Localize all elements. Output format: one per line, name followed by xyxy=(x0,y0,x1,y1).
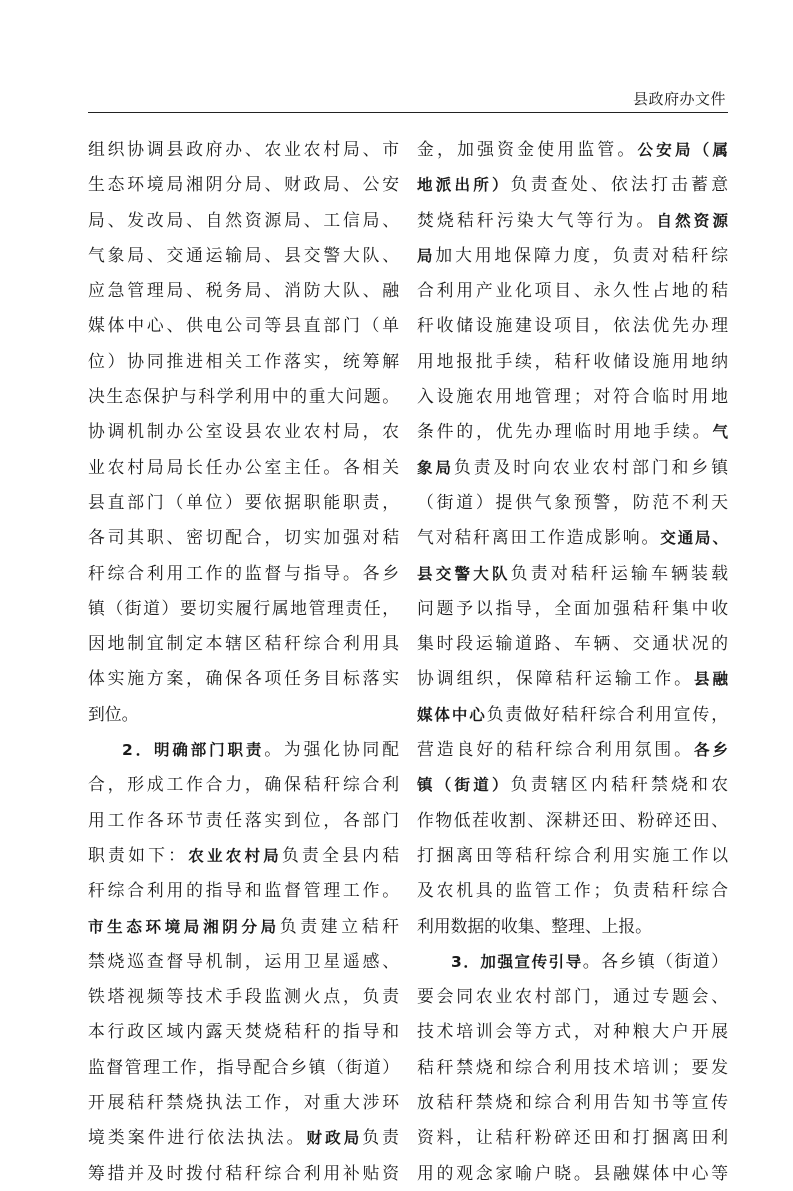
department-name: 财政局 xyxy=(306,1129,363,1148)
text-run: 负责对秸秆运输车辆装载 xyxy=(510,562,728,583)
text-line: 应急管理局、税务局、消防大队、融 xyxy=(88,280,399,301)
text-run: 负责建立秸秆 xyxy=(279,915,399,936)
text-run: 职责如下： xyxy=(88,844,189,865)
text-line: 禁烧巡查督导机制，运用卫星遥感、 xyxy=(88,950,399,971)
text-line: 秆综合利用的指导和监督管理工作。 xyxy=(88,880,399,901)
text-line xyxy=(417,732,728,767)
text-line: （街道）提供气象预警，防范不利天 xyxy=(417,491,728,512)
text-line: 作物低茬收割、深耕还田、粉碎还田、 xyxy=(417,809,728,830)
text-line: 开展秸秆禁烧执法工作，对重大涉环 xyxy=(88,1092,399,1113)
department-name: 交通局、 xyxy=(660,529,728,548)
text-line xyxy=(417,520,728,555)
text-run: 负责辖区内秸秆禁烧和农 xyxy=(510,774,728,795)
text-line: 合利用产业化项目、永久性占地的秸 xyxy=(417,280,728,301)
text-line xyxy=(417,661,728,696)
text-line: 用工作各环节责任落实到位，各部门 xyxy=(88,809,399,830)
text-run: 加大用地保障力度，负责对秸秆综 xyxy=(435,244,728,265)
text-line: 位）协同推进相关工作落实，统筹解 xyxy=(88,350,399,371)
department-name: 气 xyxy=(712,423,728,442)
text-line: 问题予以指导，全面加强秸秆集中收 xyxy=(417,597,728,618)
text-line: 监督管理工作，指导配合乡镇（街道） xyxy=(88,1056,399,1077)
header-title: 县政府办文件 xyxy=(632,90,726,108)
text-line: 资料，让秸秆粉碎还田和打捆离田利 xyxy=(417,1127,728,1148)
text-run: 。各乡镇（街道） xyxy=(582,950,728,971)
text-line: 用的观念家喻户晓。县融媒体中心等 xyxy=(417,1162,728,1183)
text-run: 金，加强资金使用监管。 xyxy=(417,139,638,159)
text-run: 负责做好秸秆综合利用宣传， xyxy=(486,703,728,724)
page-header xyxy=(88,86,728,113)
text-line: 打捆离田等秸秆综合利用实施工作以 xyxy=(417,844,728,865)
text-line: 及农机具的监管工作；负责秸秆综合 xyxy=(417,880,728,901)
text-line: 局、发改局、自然资源局、工信局、 xyxy=(88,209,399,230)
text-line: 秆综合利用工作的监督与指导。各乡 xyxy=(88,562,399,583)
text-run: 条件的，优先办理临时用地手续。 xyxy=(417,421,713,442)
section-heading-line xyxy=(417,944,728,979)
text-line: 到位。 xyxy=(88,703,139,724)
text-run: 营造良好的秸秆综合利用氛围。 xyxy=(417,739,694,760)
department-name: 公安局（属 xyxy=(637,141,728,159)
department-name: 各乡 xyxy=(693,741,728,760)
department-name: 自然资源 xyxy=(656,211,728,230)
department-name: 市生态环境局湘阴分局 xyxy=(88,917,280,936)
text-line: 秆收储设施建设项目，依法优先办理 xyxy=(417,315,728,336)
department-name: 农业农村局 xyxy=(188,846,282,865)
text-line: 合，形成工作合力，确保秸秆综合利 xyxy=(88,774,399,795)
text-line xyxy=(417,167,728,202)
text-run: 气对秸秆离田工作造成影响。 xyxy=(417,527,661,548)
section-heading: 3．加强宣传引导 xyxy=(451,952,583,971)
department-name: 地派出所） xyxy=(417,176,511,195)
right-column xyxy=(417,132,728,1191)
text-line: 业农村局局长任办公室主任。各相关 xyxy=(88,456,399,477)
text-line xyxy=(417,556,728,591)
text-line: 生态环境局湘阴分局、财政局、公安 xyxy=(88,174,399,195)
text-line: 媒体中心、供电公司等县直部门（单 xyxy=(88,315,399,336)
text-line: 气象局、交通运输局、县交警大队、 xyxy=(88,244,399,265)
text-line: 各司其职、密切配合，切实加强对秸 xyxy=(88,527,399,548)
text-line xyxy=(417,132,728,167)
department-name: 县融 xyxy=(693,670,728,689)
text-line: 县直部门（单位）要依据职能职责， xyxy=(88,491,399,512)
text-line xyxy=(88,1120,399,1155)
department-name: 媒体中心 xyxy=(417,705,487,724)
text-line xyxy=(417,203,728,238)
text-line: 秸秆禁烧和综合利用技术培训；要发 xyxy=(417,1056,728,1077)
text-line: 技术培训会等方式，对种粮大户开展 xyxy=(417,1021,728,1042)
text-run: 焚烧秸秆污染大气等行为。 xyxy=(417,209,657,230)
text-line xyxy=(417,450,728,485)
text-line xyxy=(417,414,728,449)
text-line xyxy=(417,767,728,802)
text-line: 利用数据的收集、整理、上报。 xyxy=(417,915,652,936)
text-line: 铁塔视频等技术手段监测火点，负责 xyxy=(88,986,399,1007)
text-line: 体实施方案，确保各项任务目标落实 xyxy=(88,668,399,689)
left-column xyxy=(88,132,399,1191)
text-line: 组织协调县政府办、农业农村局、市 xyxy=(88,139,399,159)
text-run: 境类案件进行依法执法。 xyxy=(88,1127,307,1148)
text-run: 负责及时向农业农村部门和乡镇 xyxy=(454,456,728,477)
text-run: 协调组织，保障秸秆运输工作。 xyxy=(417,668,694,689)
text-line: 决生态保护与科学利用中的重大问题。 xyxy=(88,386,399,407)
text-line: 筹措并及时拨付秸秆综合利用补贴资 xyxy=(88,1162,399,1183)
text-run: 负责查处、依法打击蓄意 xyxy=(510,174,728,195)
text-line: 协调机制办公室设县农业农村局，农 xyxy=(88,421,399,442)
text-line: 要会同农业农村部门，通过专题会、 xyxy=(417,986,728,1007)
text-run: 。为强化协同配 xyxy=(264,739,399,760)
text-line: 放秸秆禁烧和综合利用告知书等宣传 xyxy=(417,1092,728,1113)
text-run: 负责全县内秸 xyxy=(282,844,399,865)
text-line xyxy=(417,697,728,732)
text-line: 用地报批手续，秸秆收储设施用地纳 xyxy=(417,350,728,371)
section-heading-line xyxy=(88,732,399,767)
text-run: 负责 xyxy=(362,1127,399,1148)
department-name: 县交警大队 xyxy=(417,564,511,583)
section-heading: 2．明确部门职责 xyxy=(122,741,265,760)
department-name: 象局 xyxy=(417,458,455,477)
text-line xyxy=(88,838,399,873)
text-line xyxy=(417,238,728,273)
text-line: 入设施农用地管理；对符合临时用地 xyxy=(417,386,728,407)
department-name: 局 xyxy=(417,246,436,265)
text-line: 因地制宜制定本辖区秸秆综合利用具 xyxy=(88,633,399,654)
text-line: 镇（街道）要切实履行属地管理责任， xyxy=(88,597,399,618)
text-line: 集时段运输道路、车辆、交通状况的 xyxy=(417,633,728,654)
text-line: 本行政区域内露天焚烧秸秆的指导和 xyxy=(88,1021,399,1042)
text-line xyxy=(88,909,399,944)
department-name: 镇（街道） xyxy=(417,776,511,795)
